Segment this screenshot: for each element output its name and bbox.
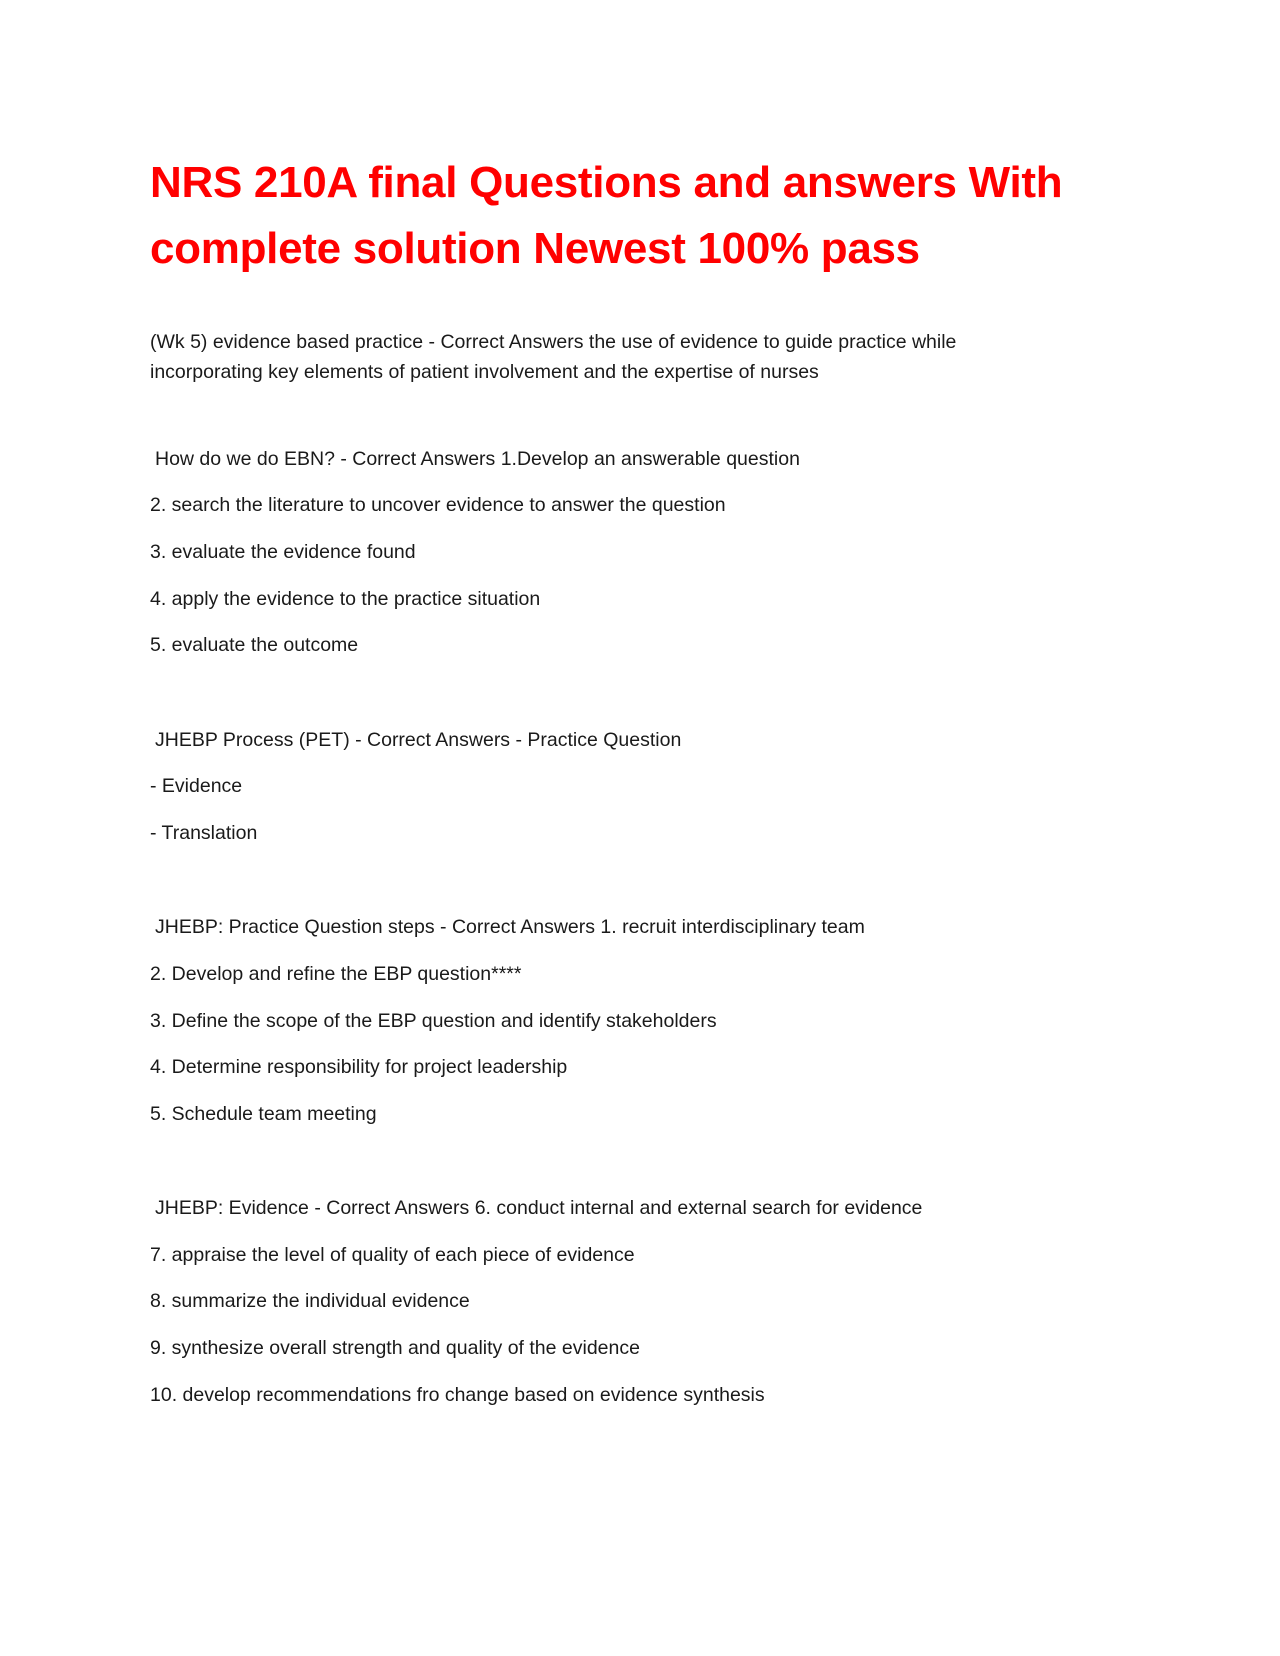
list-item: 3. Define the scope of the EBP question and identify stakeholders	[150, 1010, 717, 1032]
section-heading-practice-question-steps: JHEBP: Practice Question steps - Correct Answers 1. recruit interdisciplinary team	[155, 916, 865, 938]
section-heading-jhebp-process: JHEBP Process (PET) - Correct Answers - Practice Question	[155, 729, 682, 751]
list-item: 5. Schedule team meeting	[150, 1103, 377, 1125]
list-item: 2. Develop and refine the EBP question****	[150, 963, 522, 985]
list-item: 7. appraise the level of quality of each piece of evidence	[150, 1244, 635, 1266]
list-item: 9. synthesize overall strength and quality of the evidence	[150, 1337, 640, 1359]
section-heading-jhebp-evidence: JHEBP: Evidence - Correct Answers 6. conduct internal and external search for evidence	[155, 1197, 923, 1219]
list-item: - Evidence	[150, 775, 243, 797]
intro-paragraph: (Wk 5) evidence based practice - Correct Answers the use of evidence to guide practice while incorporating key elements of patient involvement and the expertise of nurses	[150, 331, 957, 383]
document-title: NRS 210A final Questions and answers With complete solution Newest 100% pass	[150, 158, 1063, 273]
section-heading-ebn: How do we do EBN? - Correct Answers 1.Develop an answerable question	[155, 448, 800, 470]
list-item: - Translation	[150, 822, 258, 844]
list-item: 3. evaluate the evidence found	[150, 541, 416, 563]
list-item: 8. summarize the individual evidence	[150, 1290, 470, 1312]
list-item: 5. evaluate the outcome	[150, 634, 359, 656]
list-item: 4. Determine responsibility for project leadership	[150, 1056, 568, 1078]
list-item: 2. search the literature to uncover evidence to answer the question	[150, 494, 726, 516]
list-item: 4. apply the evidence to the practice situation	[150, 588, 541, 610]
list-item: 10. develop recommendations fro change based on evidence synthesis	[150, 1384, 765, 1406]
